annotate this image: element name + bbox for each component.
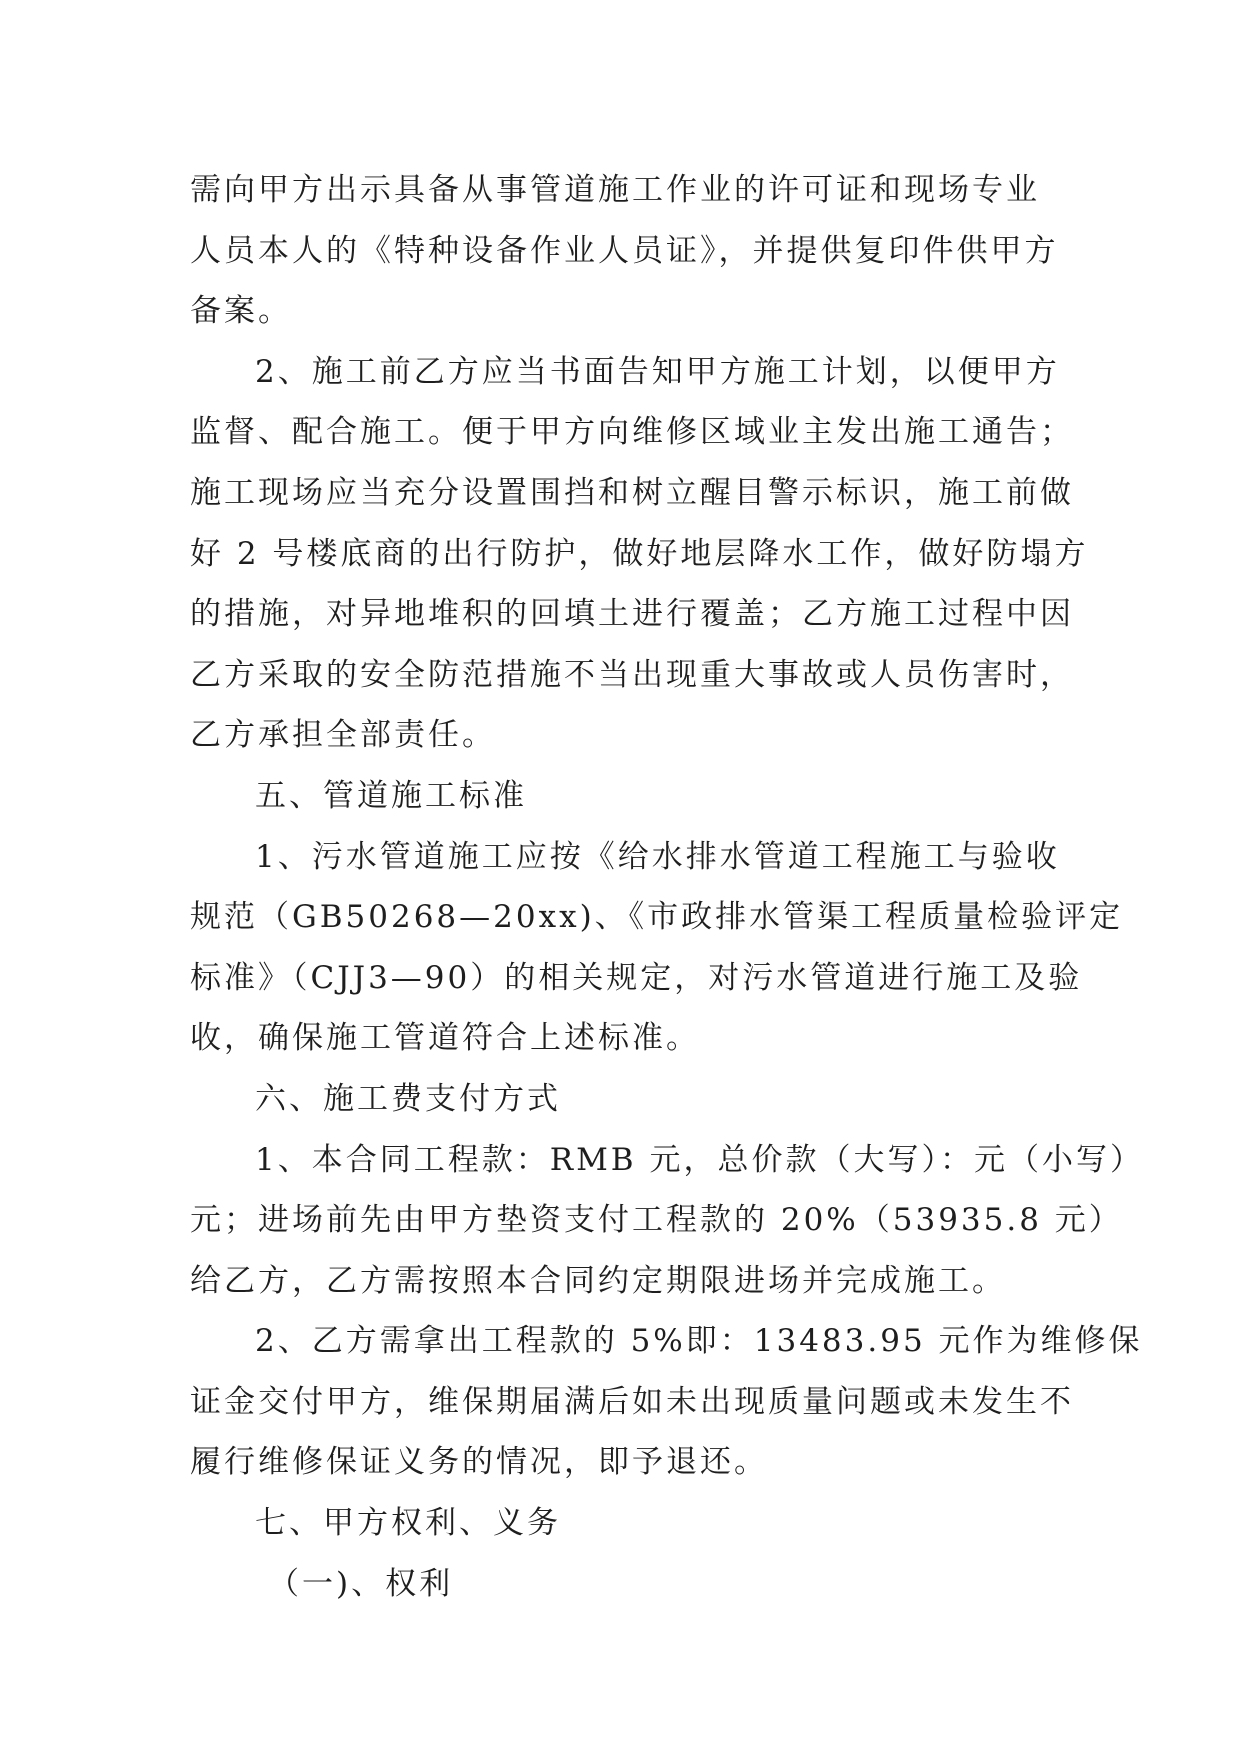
text-line: 1、污水管道施工应按《给水排水管道工程施工与验收: [255, 838, 1060, 875]
text-line: 人员本人的《特种设备作业人员证》，并提供复印件供甲方: [190, 232, 1059, 269]
paragraph-permit-requirement: [190, 160, 1059, 342]
text-line: 乙方采取的安全防范措施不当出现重大事故或人员伤害时，: [190, 656, 1074, 693]
heading-text: 五、管道施工标准: [255, 777, 527, 814]
text-line: 需向甲方出示具备从事管道施工作业的许可证和现场专业: [190, 172, 1040, 208]
paragraph-payment-1: [190, 1130, 1144, 1312]
text-line: 备案。: [190, 293, 292, 330]
text-line: 规范（GB50268—20xx)、《市政排水管渠工程质量检验评定: [190, 899, 1124, 936]
text-line: 1、本合同工程款：RMB 元，总价款（大写）：元（小写）: [255, 1141, 1144, 1178]
subsection-heading-rights: [190, 1554, 1052, 1615]
section-heading-7: [190, 1493, 1052, 1554]
text-line: 履行维修保证义务的情况，即予退还。: [190, 1444, 768, 1481]
text-line: 施工现场应当充分设置围挡和树立醒目警示标识，施工前做: [190, 474, 1074, 511]
paragraph-payment-2: [190, 1311, 1143, 1493]
text-line: 乙方承担全部责任。: [190, 717, 496, 754]
text-line: 好 2 号楼底商的出行防护，做好地层降水工作，做好防塌方: [190, 535, 1089, 572]
text-line: 2、施工前乙方应当书面告知甲方施工计划，以便甲方: [255, 353, 1060, 390]
text-line: 收，确保施工管道符合上述标准。: [190, 1020, 700, 1057]
heading-text: 七、甲方权利、义务: [255, 1505, 561, 1542]
section-heading-6: [190, 1069, 1052, 1130]
text-line: 标准》（CJJ3—90）的相关规定，对污水管道进行施工及验: [190, 959, 1083, 996]
heading-text: 六、施工费支付方式: [255, 1080, 561, 1117]
text-line: 的措施，对异地堆积的回填土进行覆盖；乙方施工过程中因: [190, 596, 1074, 633]
paragraph-standards: [190, 827, 1124, 1069]
text-line: 监督、配合施工。便于甲方向维修区域业主发出施工通告；: [190, 414, 1074, 451]
paragraph-construction-plan: [190, 342, 1089, 766]
section-heading-5: [190, 766, 1052, 827]
text-line: 给乙方，乙方需按照本合同约定期限进场并完成施工。: [190, 1262, 1006, 1299]
document-body: [190, 160, 1144, 1614]
text-line: 证金交付甲方，维保期届满后如未出现质量问题或未发生不: [190, 1383, 1074, 1420]
text-line: 2、乙方需拿出工程款的 5%即：13483.95 元作为维修保: [255, 1323, 1143, 1360]
text-line: 元；进场前先由甲方垫资支付工程款的 20%（53935.8 元）: [190, 1202, 1123, 1239]
heading-text: （一)、权利: [268, 1565, 454, 1602]
